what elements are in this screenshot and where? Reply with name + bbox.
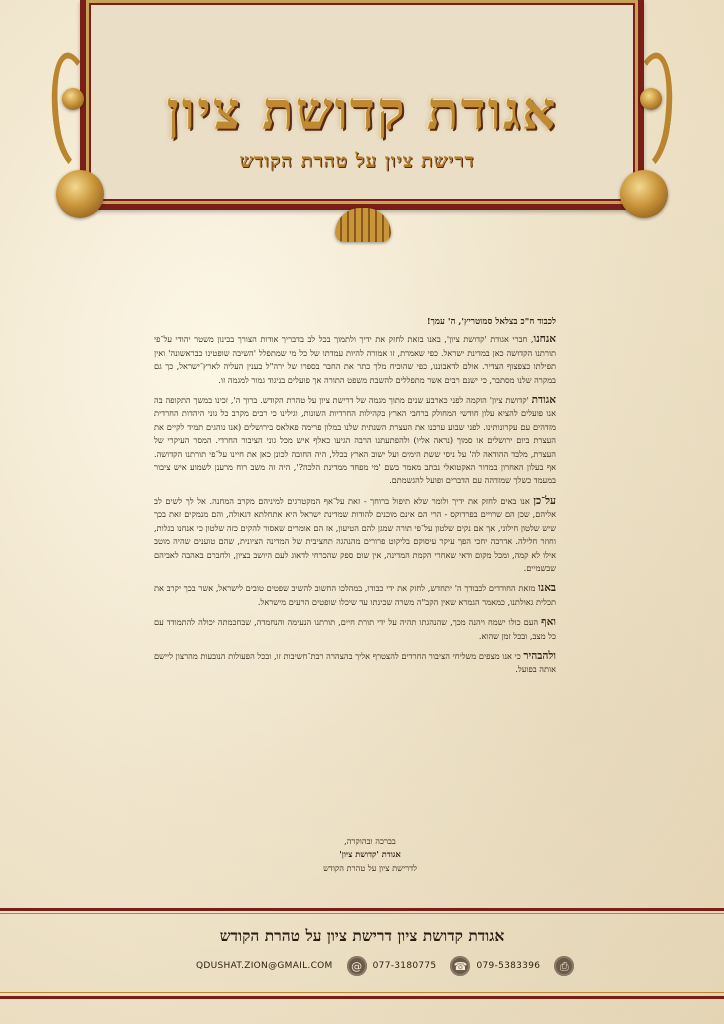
- left-leaf-ornament: [62, 88, 84, 110]
- paragraph-lead-word: ולהבהיר: [523, 649, 556, 662]
- phone-number[interactable]: 077-3180775: [372, 961, 437, 971]
- fax-icon: ⎙: [554, 956, 574, 976]
- letter-paragraph: [154, 333, 556, 387]
- paragraph-lead-word: באנו: [538, 582, 556, 595]
- signoff-tagline: לדרישת ציון על טהרת הקודש: [323, 862, 417, 873]
- left-rosette-ornament: [56, 170, 104, 218]
- paragraph-lead-word: אנחנו: [533, 333, 556, 346]
- brand-subtitle: דרישת ציון על טהרת הקודש: [239, 150, 475, 172]
- letter-body: [154, 316, 556, 684]
- email-icon: @: [347, 956, 367, 976]
- paragraph-text: כי אנו מצפים משליחי הציבור החרדים להצטרף אליך בהצהרה רבת־חשיבות זו, ובכל הפעולות הנובעות מהרצון ליישם אותה בפועל.: [154, 650, 556, 675]
- right-rosette-ornament: [620, 170, 668, 218]
- paragraph-text: העם כולו ישמח ויהנה מכך, שהנהגתו תהיה על ידי תורת חיים, תורתנו הנעימה והנחמדה, שבחכמתה יכולה להתמודד עם כל מצב, ובכל זמן שהוא.: [154, 617, 556, 641]
- paragraph-text: , חברי אגודת 'קדושת ציון', באנו בזאת לחזק את ידיך ולתמוך בכל לב בדבריך אודות הצורך בכינון משטר יהודי על־פי תורתנו הקדושה כאן במדינת ישראל. כפי שאמרת, זו אמורה להיות עמדתו של כל מי שמתפלל 'השיבה שופטינו כבראשונה' ואין תפילתו כצפצוף הצדיר. אולם לדאבוננו, כפי שהוכיח מלך כתר את החבר בספרו של ירה"ל בענין העליה לארץ־ישראל, כך גם במקרה שלנו מסתבר, כי ישנם רבים אשר מתפללים להשבת משפט התורה אך פועלים בניגוד גמור למגמה זו.: [154, 334, 556, 385]
- paragraph-lead-word: אגודת: [531, 394, 556, 407]
- letter-paragraph: [154, 394, 556, 488]
- footer-bottom-thin-rule: [0, 992, 724, 993]
- letter-paragraph: [154, 650, 556, 677]
- letter-addressee: לכבוד ח"כ בצלאל סמוטריץ', ה' עמך!: [426, 317, 556, 327]
- signoff-greeting: בברכה ובהוקרה,: [344, 836, 396, 846]
- phone-icon: ☎: [450, 956, 470, 976]
- letter-paragraph: [154, 616, 556, 643]
- email-address[interactable]: QDUSHAT.ZION@GMAIL.COM: [196, 961, 333, 971]
- footer-top-rule: [0, 908, 724, 911]
- paragraph-text: 'קדושת ציון' הוקמה לפני כארבע שנים מתוך מגמה של דרישת ציון על טהרת הקודש. ברוך ה', זכינו במשך התקופה בה אנו פועלים להציא עלון חודשי המחולק ברחבי הארץ בקהילות החרדיות השונות, וגילינו כי רבים מקרב כל גוני היהדות החרדית מזדהים עם עקרונותינו. לפני שבוע ערכנו את העצרת השנתית שלנו במלון פרימה פאלאס בירושלים (אנו נוהגים תמיד לקיים את העצרת ביום ירושלים או סמוך (נראה אליו) ולהפתעתנו הרבה הגיעו כאלף איש מכל גוני הציבור החרדי. המסר העיקרי של העצרת, מלבד ההודאה לה' על ניסי ששת הימים ועל ישוב הארץ בכלל, היה החובה לכונן כאן את חיינו על־פי תורתנו הקדושה. אף בעלון האחרון במדור האקטואלי נכתב מאמר בשם 'מי מפחד ממדינת הלכה?', היה זה משב רוח מרענן לשמוע איש ציבור במעמד כשלך שמזדהה עם הדברים ופועל להגשמתם.: [154, 395, 556, 486]
- footer-top-thin-rule: [0, 913, 724, 914]
- letter-paragraph: [154, 495, 556, 575]
- paragraph-lead-word: על־כן: [533, 494, 556, 507]
- signoff-org: אגודת 'קדושת ציון': [339, 849, 401, 860]
- footer-bottom-rule: [0, 996, 724, 999]
- paragraph-lead-word: ואף: [541, 616, 556, 629]
- footer-org-line: אגודת קדושת ציון דרישת ציון על טהרת הקודש: [219, 926, 505, 945]
- paragraph-text: אנו באים לחזק את ידיך ולומר שלא תיפול ברוחך - זאת על־אף המקטרגים למיניהם מקרב המחנה. אל לך לשים לב אליהם, שכן הם שרויים בפרדוקס - הרי הם אינם מוכנים להודות שמדינת ישראל היא אתחלתא דגאולה, והם מנמקים זאת בכך שיש שלטון חילוני, אך אם נקים שלטון על־פי תורה שמגן להם הטיעון, אז הם אומרים שאסור להקים כזה שלטון כי אנחנו בגלות, וחוזר חלילה. אדרבה יחכי הפך עיקר עיסוקם בליקוט פרורים מהנהגה תחציבית של המדינה הציונית, שהם טוענים שהיה מוטב אילו לא קמה, ומכל מקום ודאי שאחרי הקמת המדינה, אין שום ספק שהכרחי לדאוג לעם היושב בציון, ולחברם באהבה לאביהם שבשמיים.: [154, 495, 556, 573]
- fax-number[interactable]: 079-5383396: [476, 961, 541, 971]
- right-leaf-ornament: [640, 88, 662, 110]
- contact-row: [196, 955, 574, 977]
- signoff-block: [290, 835, 450, 875]
- letter-paragraph: [154, 582, 556, 609]
- paragraph-text: מזאת החודדים לכבודך ה' יתחדש, לחזק את ידי כבודו, במהלכו החשוב להשיב שפטים טובים לישראל, אשר בכך יקרב את תכלית גאולתנו, כמאמר הגמרא שאין הקב"ה משרה שכינתו עד שיכלו שופטים הרעים מישראל.: [154, 583, 556, 607]
- brand-title: אגודת קדושת ציון: [166, 81, 558, 142]
